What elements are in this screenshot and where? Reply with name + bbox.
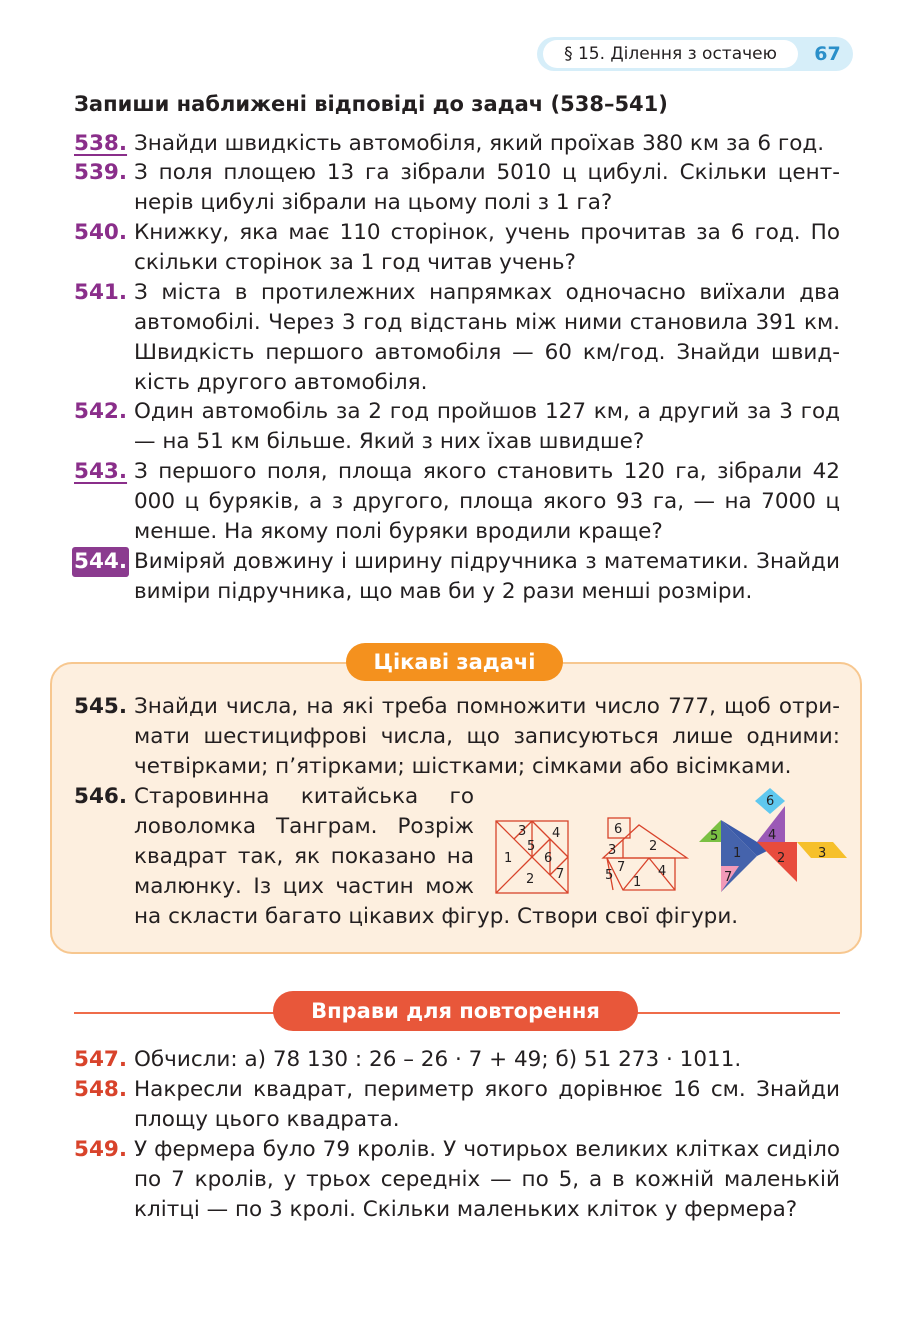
problem-543: [74, 457, 840, 547]
section-title: Запиши наближені відповіді до задач (538–541): [74, 92, 668, 116]
problem-text: У фермера було 79 кролів. У чотирьох великих клітках сиділо по 7 кролів, у трьох середніх — по 5, а в кожній маленькій клітці — по 3 кролі. Скільки маленьких кліток у фермера?: [134, 1137, 840, 1222]
problem-number: 549.: [74, 1137, 128, 1162]
problem-542: [74, 397, 840, 457]
problem-number: 538.: [74, 131, 128, 156]
tangram-label: 5: [605, 868, 614, 883]
problem-number: 544.: [72, 547, 129, 577]
tangram-label: 1: [733, 846, 742, 861]
problem-549: [74, 1135, 840, 1225]
problem-539: [74, 158, 840, 218]
problem-540: [74, 218, 840, 278]
problem-text-line: на скласти багато цікавих фігур. Створи свої фігури.: [134, 904, 739, 929]
problem-text-line: малюнку. Із цих частин мож: [134, 874, 474, 899]
tangram-label: 5: [710, 829, 719, 844]
problem-text-line: Старовинна китайська го: [134, 784, 474, 809]
tangram-label: 4: [768, 828, 777, 843]
tangram-label: 6: [766, 794, 775, 809]
problem-544: [74, 547, 840, 607]
tangram-label: 7: [556, 867, 565, 882]
problem-text: Накресли квадрат, периметр якого дорівнює 16 см. Знайди площу цього квадрата.: [134, 1077, 840, 1132]
problem-number: 539.: [74, 160, 128, 185]
problem-text: Книжку, яка має 110 сторінок, учень прочитав за 6 год. По скільки сторінок за 1 год читав учень?: [134, 220, 840, 275]
problem-number: 546.: [74, 784, 128, 809]
tangram-square: [495, 820, 570, 895]
problem-number: 542.: [74, 399, 128, 424]
problem-text-line: ловоломка Танграм. Розріж: [134, 814, 474, 839]
problem-text: Знайди швидкість автомобіля, який проїхав 380 км за 6 год.: [134, 131, 825, 156]
tangram-label: 4: [552, 826, 561, 841]
tangram-label: 3: [608, 843, 617, 858]
tangram-animal-figure: [697, 786, 849, 896]
tangram-label: 6: [614, 822, 623, 837]
problem-number: 540.: [74, 220, 128, 245]
problem-538: [74, 129, 840, 159]
problem-text: З міста в протилежних напрямках одночасно виїхали два автомобілі. Через 3 год відстань між ними становила 391 км. Швидкість першого автомобіля — 60 км/год. Знайди швидкість другого автомобіля.: [134, 280, 840, 395]
tangram-label: 2: [649, 839, 658, 854]
problem-text: З поля площею 13 га зібрали 5010 ц цибулі. Скільки центнерів цибулі зібрали на цьому полі з 1 га?: [134, 160, 840, 215]
problem-text: Обчисли: а) 78 130 : 26 – 26 · 7 + 49; б) 51 273 · 1011.: [134, 1047, 742, 1072]
problem-number: 547.: [74, 1047, 128, 1072]
problem-545: [74, 692, 840, 782]
tangram-label: 7: [724, 870, 733, 885]
problem-number: 548.: [74, 1077, 128, 1102]
tangram-label: 6: [544, 851, 553, 866]
tangram-label: 3: [818, 846, 827, 861]
problem-text-line: квадрат так, як показано на: [134, 844, 474, 869]
problem-text: З першого поля, площа якого становить 120 га, зібрали 42 000 ц буряків, а з другого, площа якого 93 га, — на 7000 ц менше. На якому полі буряки вродили краще?: [134, 459, 840, 544]
problem-541: [74, 278, 840, 398]
problem-number: 545.: [74, 694, 128, 719]
problem-number: 543.: [74, 459, 128, 484]
section-header: § 15. Ділення з остачею: [543, 40, 798, 68]
tangram-label: 2: [777, 851, 786, 866]
problem-number: 541.: [74, 280, 128, 305]
problem-text: Знайди числа, на які треба помножити число 777, щоб отримати шестицифрові числа, що записуються лише одними: четвірками; п’ятірками; шістками; сімками або вісімками.: [134, 694, 840, 779]
tangram-house: [583, 815, 693, 895]
interesting-problems-label: Цікаві задачі: [346, 643, 563, 681]
tangram-label: 5: [527, 839, 536, 854]
problem-547: [74, 1045, 840, 1075]
problem-548: [74, 1075, 840, 1135]
tangram-label: 3: [518, 824, 527, 839]
tangram-label: 1: [504, 851, 513, 866]
problem-text: Виміряй довжину і ширину підручника з математики. Знайди виміри підручника, що мав би у 2 рази менші розміри.: [134, 549, 840, 604]
tangram-label: 2: [526, 872, 535, 887]
page-number: 67: [814, 43, 841, 65]
tangram-label: 1: [633, 875, 642, 890]
tangram-label: 7: [617, 860, 626, 875]
problem-text: Один автомобіль за 2 год пройшов 127 км, а другий за 3 год — на 51 км більше. Який з них їхав швидше?: [134, 399, 840, 454]
repetition-label: Вправи для повторення: [273, 991, 638, 1031]
tangram-label: 4: [658, 864, 667, 879]
